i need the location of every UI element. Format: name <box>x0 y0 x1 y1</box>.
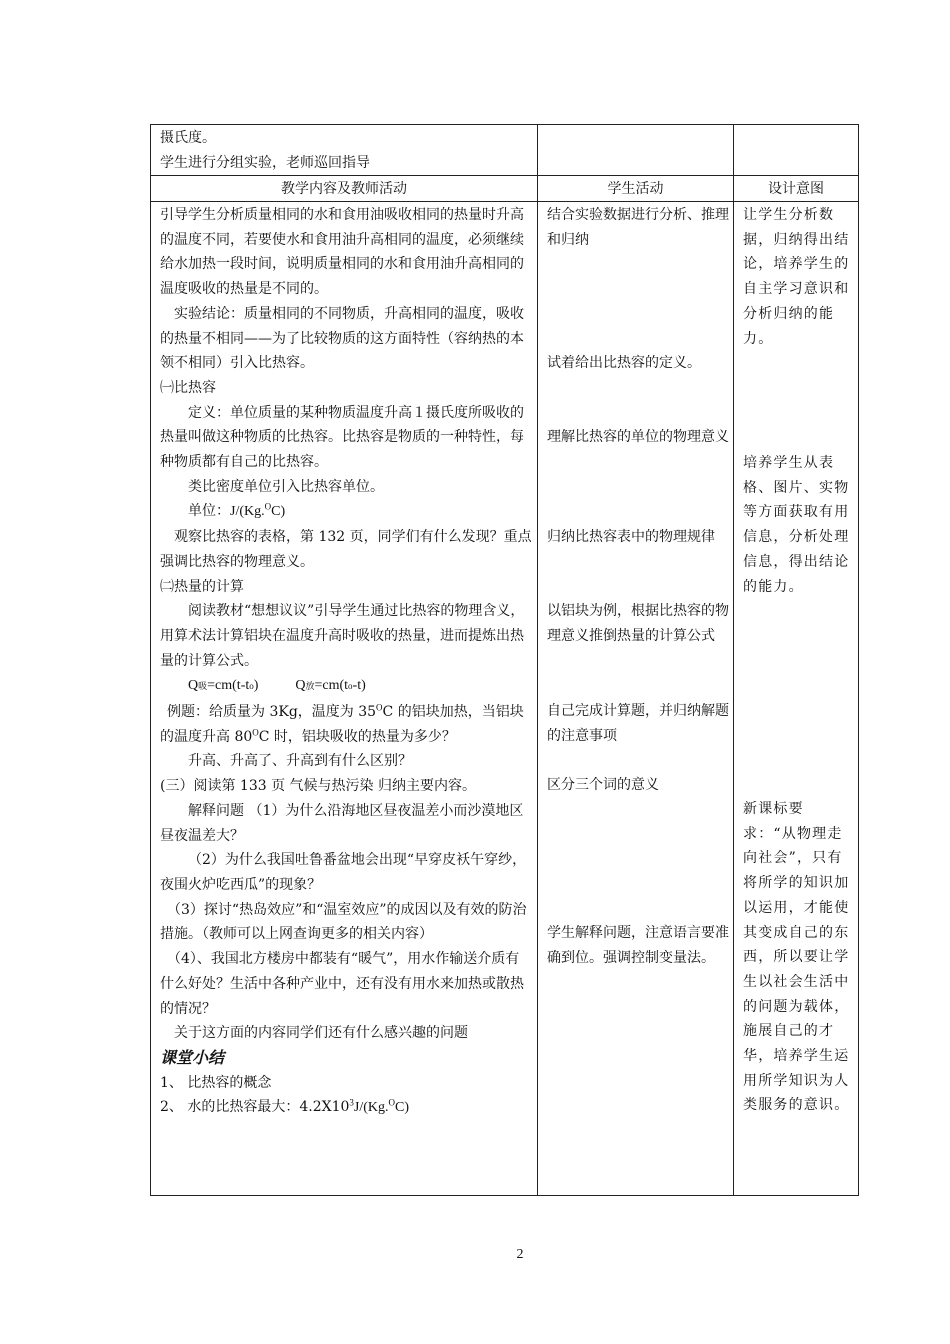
teacher-paragraph: （4）、我国北方楼房中都装有“暖气”，用水作输送介质有什么好处？生活中各种产业中，还有没有用水来加热或散热的情况？ <box>160 951 524 1017</box>
design-intent: 让学生分析数据，归纳得出结论，培养学生的自主学习意识和分析归纳的能力。 <box>743 207 850 347</box>
formula-sub: 吸 <box>198 682 208 693</box>
column-divider <box>733 125 734 1195</box>
student-activity: 自己完成计算题，并归纳解题的注意事项 <box>547 703 729 744</box>
summary-title: 课堂小结 <box>160 1047 225 1067</box>
teacher-paragraph: 定义：单位质量的某种物质温度升高１摄氏度所吸收的热量叫做这种物质的比热容。比热容是物质的一种特性，每种物质都有自己的比热容。 <box>160 404 524 471</box>
summary-text: 2、 水的比热容最大：4.2X10 <box>160 1099 350 1116</box>
degree-mark: O <box>252 727 259 738</box>
continued-content <box>160 126 532 175</box>
continued-line: 摄氏度。 <box>160 130 216 146</box>
section-heading: ㈠比热容 <box>160 379 216 396</box>
teacher-paragraph: （3）探讨“热岛效应”和“温室效应”的成因以及有效的防治措施。（教师可以上网查询更多的相关内容） <box>160 901 527 943</box>
teacher-paragraph: 实验结论：质量相同的不同物质，升高相同的温度，吸收的热量不相同——为了比较物质的这方面特性（容纳热的本领不相同）引入比热容。 <box>160 305 524 372</box>
example-text: C 的铝块加热，当铝块的温度升高 80 <box>160 704 524 745</box>
teacher-paragraph: 解释问题 （1）为什么沿海地区昼夜温差小而沙漠地区昼夜温差大？ <box>160 802 524 844</box>
unit-line <box>160 499 532 525</box>
summary-text: C) <box>395 1100 410 1116</box>
summary-exponent: 3 <box>349 1097 354 1108</box>
formula-text: =cm(t <box>314 678 349 694</box>
summary-text: J/(Kg. <box>353 1100 389 1116</box>
unit-text: 单位：J/(Kg. <box>188 504 265 520</box>
section-heading: ㈡热量的计算 <box>160 578 244 595</box>
example-text: 例题：给质量为 3Kg，温度为 35 <box>167 704 377 721</box>
formula-q: Q <box>295 678 306 694</box>
example-text: C 时，铝块吸收的热量为多少？ <box>258 728 456 745</box>
student-activity: 理解比热容的单位的物理意义 <box>547 429 729 445</box>
student-activity: 以铝块为例，根据比热容的物理意义推倒热量的计算公式 <box>547 603 729 644</box>
student-activity: 归纳比热容表中的物理规律 <box>547 529 715 545</box>
header-teacher: 教学内容及教师活动 <box>281 181 407 197</box>
row-divider <box>151 201 858 202</box>
unit-degree: O <box>264 501 272 512</box>
unit-text: C) <box>271 504 286 520</box>
teacher-paragraph: 引导学生分析质量相同的水和食用油吸收相同的热量时升高的温度不同，若要使水和食用油升高相同的温度，必须继续给水加热一段时间，说明质量相同的水和食用油升高相同的温度吸收的热量是不同的。 <box>160 207 524 298</box>
formula-sub: 放 <box>305 682 315 693</box>
formula-q: Q <box>188 678 199 694</box>
formula-text: -t) <box>352 678 366 694</box>
teacher-paragraph: (三）阅读第 133 页 气候与热污染 归纳主要内容。 <box>160 778 476 795</box>
student-activity: 结合实验数据进行分析、推理和归纳 <box>547 207 729 248</box>
lesson-table <box>150 124 859 1196</box>
teacher-paragraph: （2）为什么我国吐鲁番盆地会出现“早穿皮袄午穿纱，夜围火炉吃西瓜”的现象？ <box>160 852 527 893</box>
page-number: 2 <box>516 1247 524 1262</box>
design-intent: 新课标要求：“从物理走向社会”，只有将所学的知识加以运用，才能使其变成自己的东西，所以要让学生以社会生活中的问题为载体，施展自己的才华，培养学生运用所学知识为人类服务的意识。 <box>743 801 850 1114</box>
student-activity: 区分三个词的意义 <box>547 777 659 793</box>
teacher-paragraph: 关于这方面的内容同学们还有什么感兴趣的问题 <box>174 1025 468 1042</box>
continued-line: 学生进行分组实验，老师巡回指导 <box>160 154 370 171</box>
summary-item <box>160 1095 532 1121</box>
student-activity: 学生解释问题，注意语言要准确到位。强调控制变量法。 <box>547 925 729 966</box>
formula-sub: o <box>348 681 353 692</box>
degree-mark: O <box>388 1097 396 1108</box>
design-intent: 培养学生从表格、图片、实物等方面获取有用信息，分析处理信息，得出结论的能力。 <box>743 455 850 595</box>
summary-item: 1、 比热容的概念 <box>160 1074 272 1091</box>
formula-sub: o <box>249 681 254 692</box>
formula-text: =cm(t-t <box>207 678 250 694</box>
student-activity: 试着给出比热容的定义。 <box>547 355 701 371</box>
formula-text: ) <box>253 678 259 694</box>
teacher-column <box>160 203 532 1121</box>
column-divider <box>537 125 538 1195</box>
teacher-paragraph: 阅读教材“想想议议”引导学生通过比热容的物理含义，用算术法计算铝块在温度升高时吸收的热量，进而提炼出热量的计算公式。 <box>160 603 525 669</box>
example-problem <box>160 700 532 749</box>
header-student: 学生活动 <box>607 181 664 197</box>
degree-mark: O <box>376 702 383 713</box>
teacher-paragraph: 类比密度单位引入比热容单位。 <box>188 478 384 495</box>
teacher-paragraph: 观察比热容的表格，第 132 页，同学们有什么发现？重点强调比热容的物理意义。 <box>160 529 532 570</box>
formula-line <box>160 673 532 700</box>
header-intent: 设计意图 <box>768 181 824 197</box>
teacher-paragraph: 升高、升高了、升高到有什么区别？ <box>188 753 412 770</box>
